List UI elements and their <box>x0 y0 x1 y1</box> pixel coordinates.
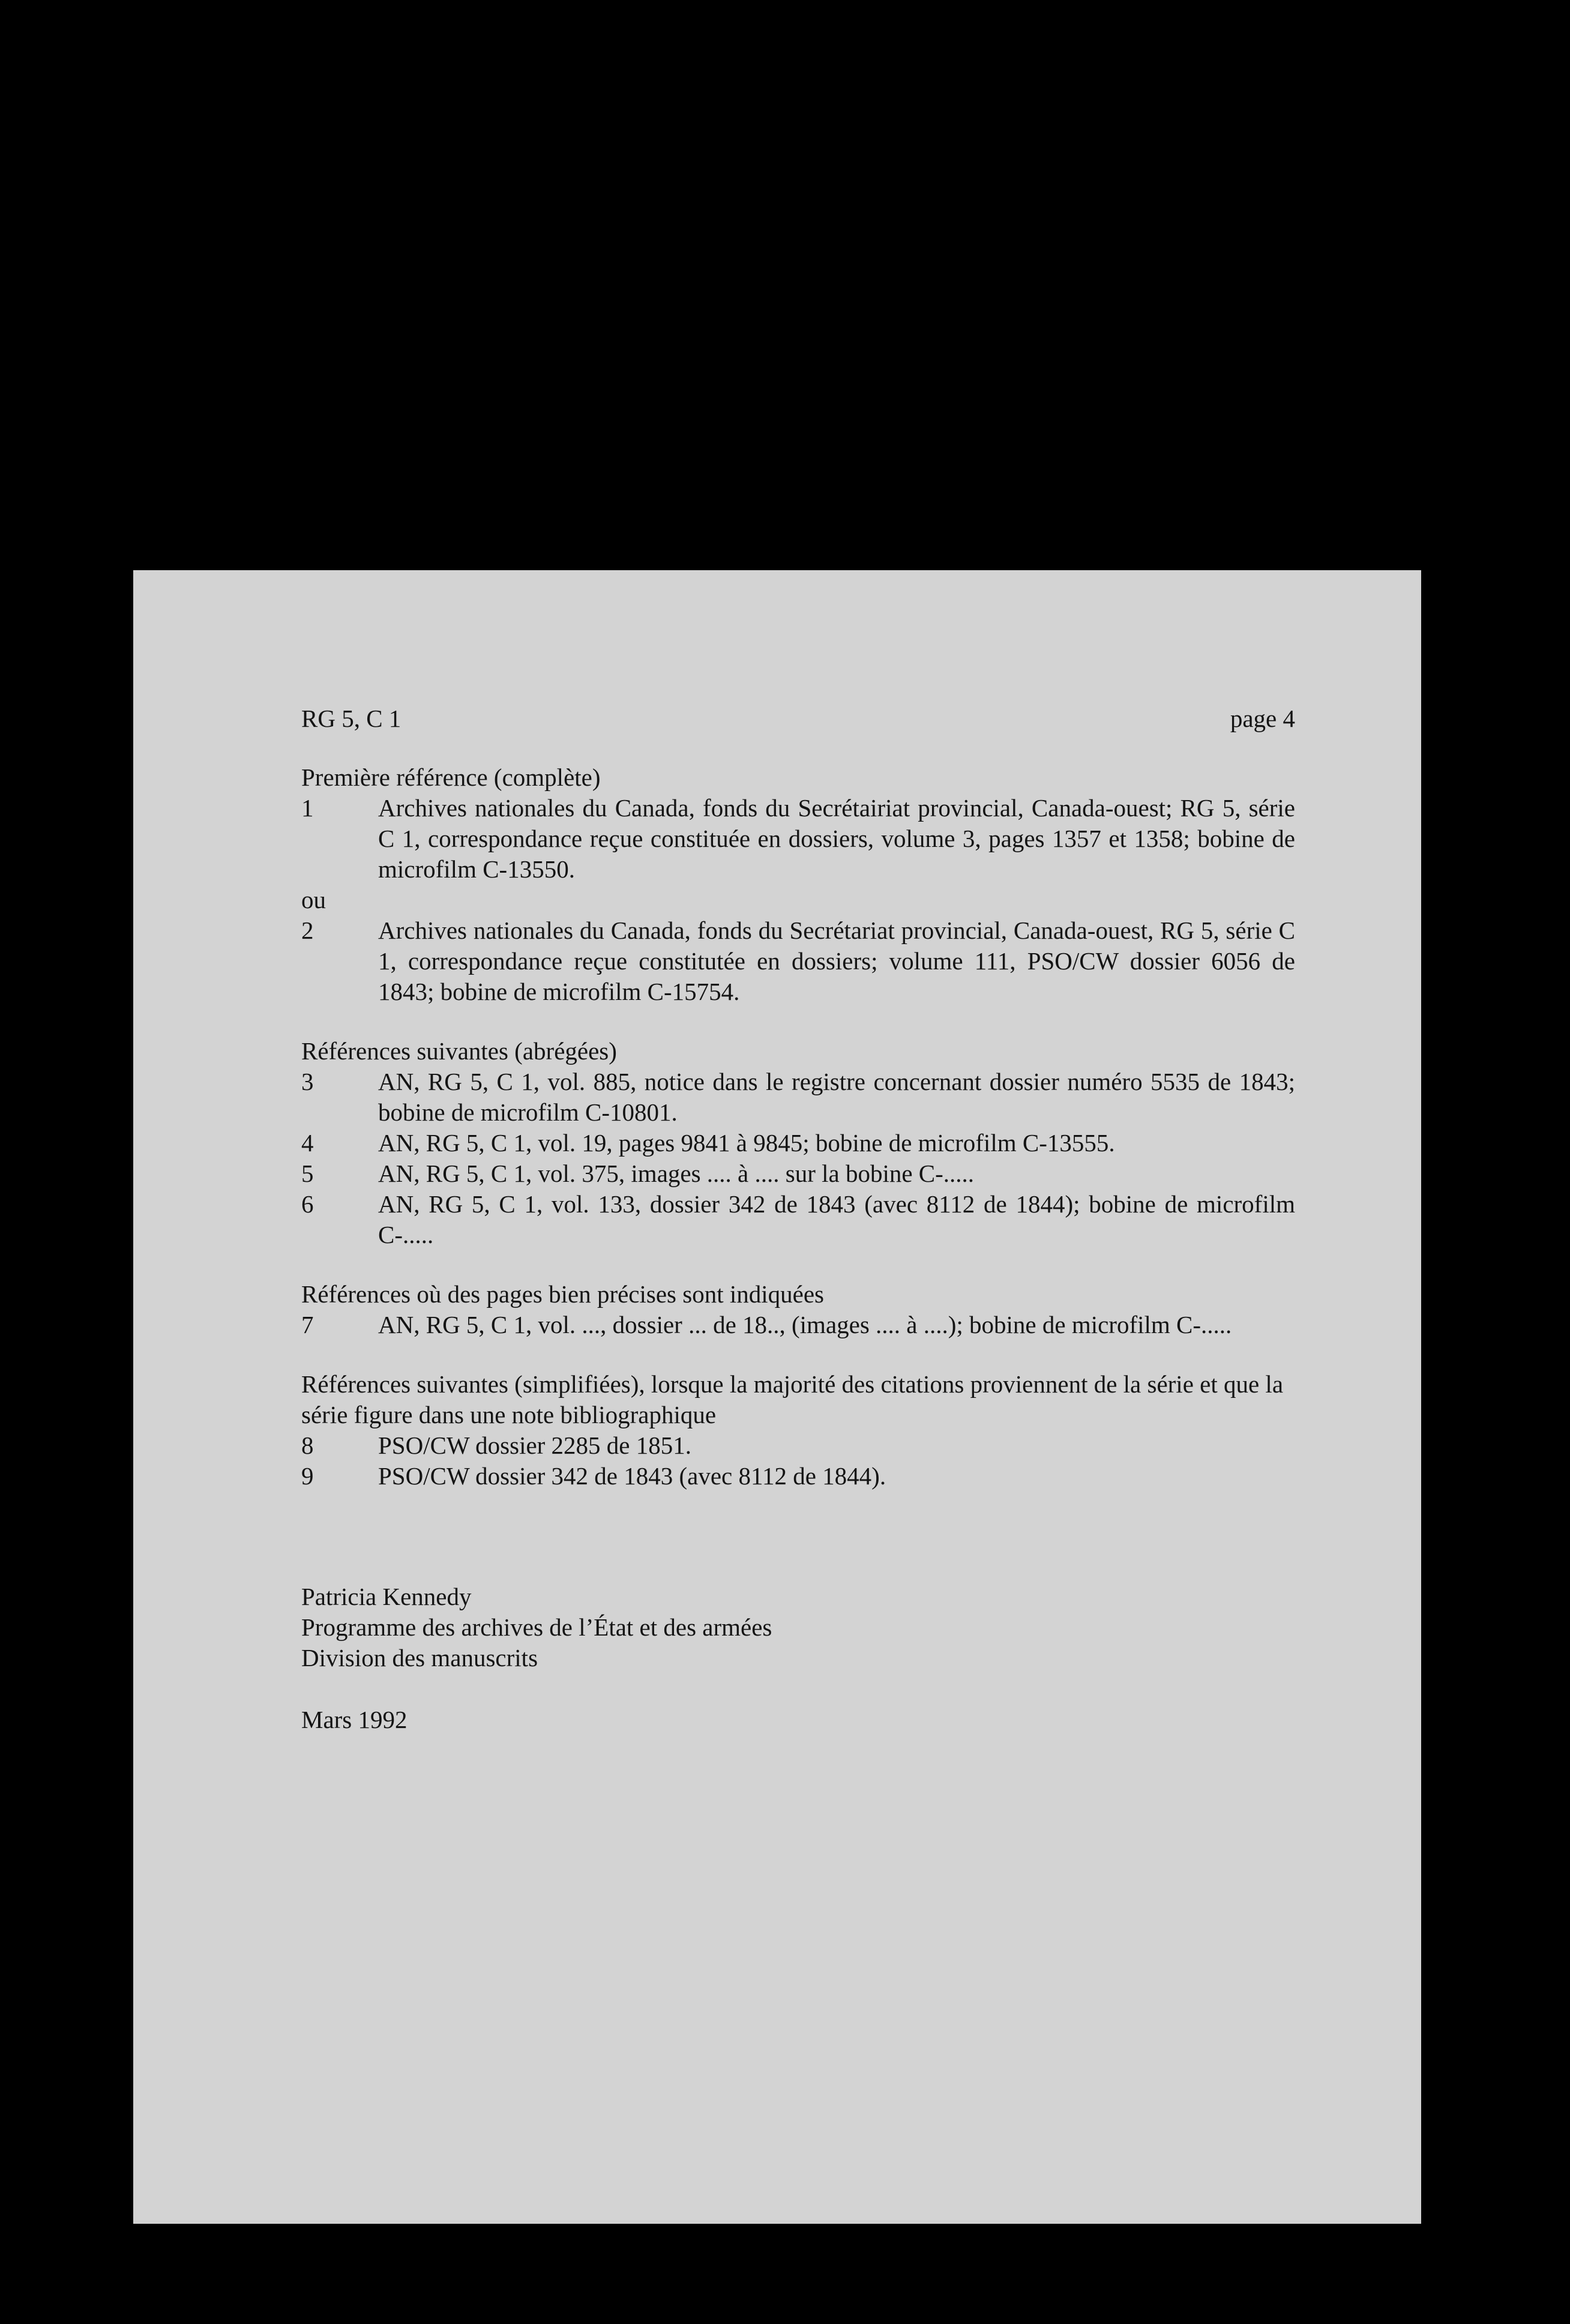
entry-text: AN, RG 5, C 1, vol. 885, notice dans le registre concernant dossier numéro 5535 de 1843; bobine de microfilm C-10801. <box>378 1068 1295 1126</box>
page-number: page 4 <box>1230 705 1295 732</box>
entry-number: 6 <box>301 1190 314 1218</box>
entry-text: AN, RG 5, C 1, vol. 19, pages 9841 à 9845; bobine de microfilm C-13555. <box>378 1129 1115 1157</box>
document-date: Mars 1992 <box>301 1706 408 1733</box>
section-title: Références suivantes (simplifiées), lorsque la majorité des citations proviennent de la série et que la série figure dans une note bibliographique <box>301 1370 1284 1428</box>
entry-number: 5 <box>301 1160 314 1187</box>
reference-entry <box>301 1158 1295 1189</box>
entry-text: PSO/CW dossier 342 de 1843 (avec 8112 de 1844). <box>378 1462 886 1490</box>
author-division: Division des manuscrits <box>301 1644 538 1672</box>
entry-number: 3 <box>301 1068 314 1095</box>
entry-text: Archives nationales du Canada, fonds du Secrétairiat provincial, Canada-ouest; RG 5, série C 1, correspondance reçue constituée en dossiers, volume 3, pages 1357 et 1358; bobine de microfilm C-13550. <box>378 794 1295 883</box>
entry-number: 4 <box>301 1129 314 1157</box>
section-title: Références où des pages bien précises sont indiquées <box>301 1280 824 1308</box>
document-page <box>133 570 1421 2224</box>
section-simplified-references <box>301 1369 1295 1492</box>
section-title: Références suivantes (abrégées) <box>301 1037 617 1065</box>
reference-entry <box>301 915 1295 1007</box>
section-title: Première référence (complète) <box>301 763 601 791</box>
reference-entry <box>301 1430 1295 1461</box>
reference-entry <box>301 1128 1295 1158</box>
section-first-reference <box>301 762 1295 1007</box>
entry-number: 9 <box>301 1462 314 1490</box>
entry-text: AN, RG 5, C 1, vol. 375, images .... à .... sur la bobine C-..... <box>378 1160 975 1187</box>
page-header <box>301 703 1295 734</box>
reference-entry <box>301 1310 1295 1340</box>
entry-number: 7 <box>301 1311 314 1338</box>
reference-entry <box>301 1189 1295 1250</box>
section-following-references <box>301 1036 1295 1250</box>
separator-or: ou <box>301 886 326 914</box>
signature-block <box>301 1582 1295 1673</box>
reference-entry <box>301 793 1295 885</box>
author-program: Programme des archives de l’État et des armées <box>301 1613 772 1641</box>
section-precise-pages <box>301 1279 1295 1340</box>
reference-entry <box>301 1067 1295 1128</box>
entry-text: AN, RG 5, C 1, vol. ..., dossier ... de 18.., (images .... à ....); bobine de microfilm C-..... <box>378 1311 1232 1338</box>
record-group-reference: RG 5, C 1 <box>301 705 402 732</box>
entry-text: PSO/CW dossier 2285 de 1851. <box>378 1431 692 1459</box>
entry-text: Archives nationales du Canada, fonds du Secrétariat provincial, Canada-ouest, RG 5, série C 1, correspondance reçue constitutée en dossiers; volume 111, PSO/CW dossier 6056 de 1843; bobine de microfilm C-15754. <box>378 917 1295 1005</box>
author-name: Patricia Kennedy <box>301 1583 472 1610</box>
entry-text: AN, RG 5, C 1, vol. 133, dossier 342 de 1843 (avec 8112 de 1844); bobine de microfilm C-..... <box>378 1190 1295 1248</box>
entry-number: 2 <box>301 917 314 944</box>
entry-number: 1 <box>301 794 314 822</box>
entry-number: 8 <box>301 1431 314 1459</box>
reference-entry <box>301 1461 1295 1492</box>
